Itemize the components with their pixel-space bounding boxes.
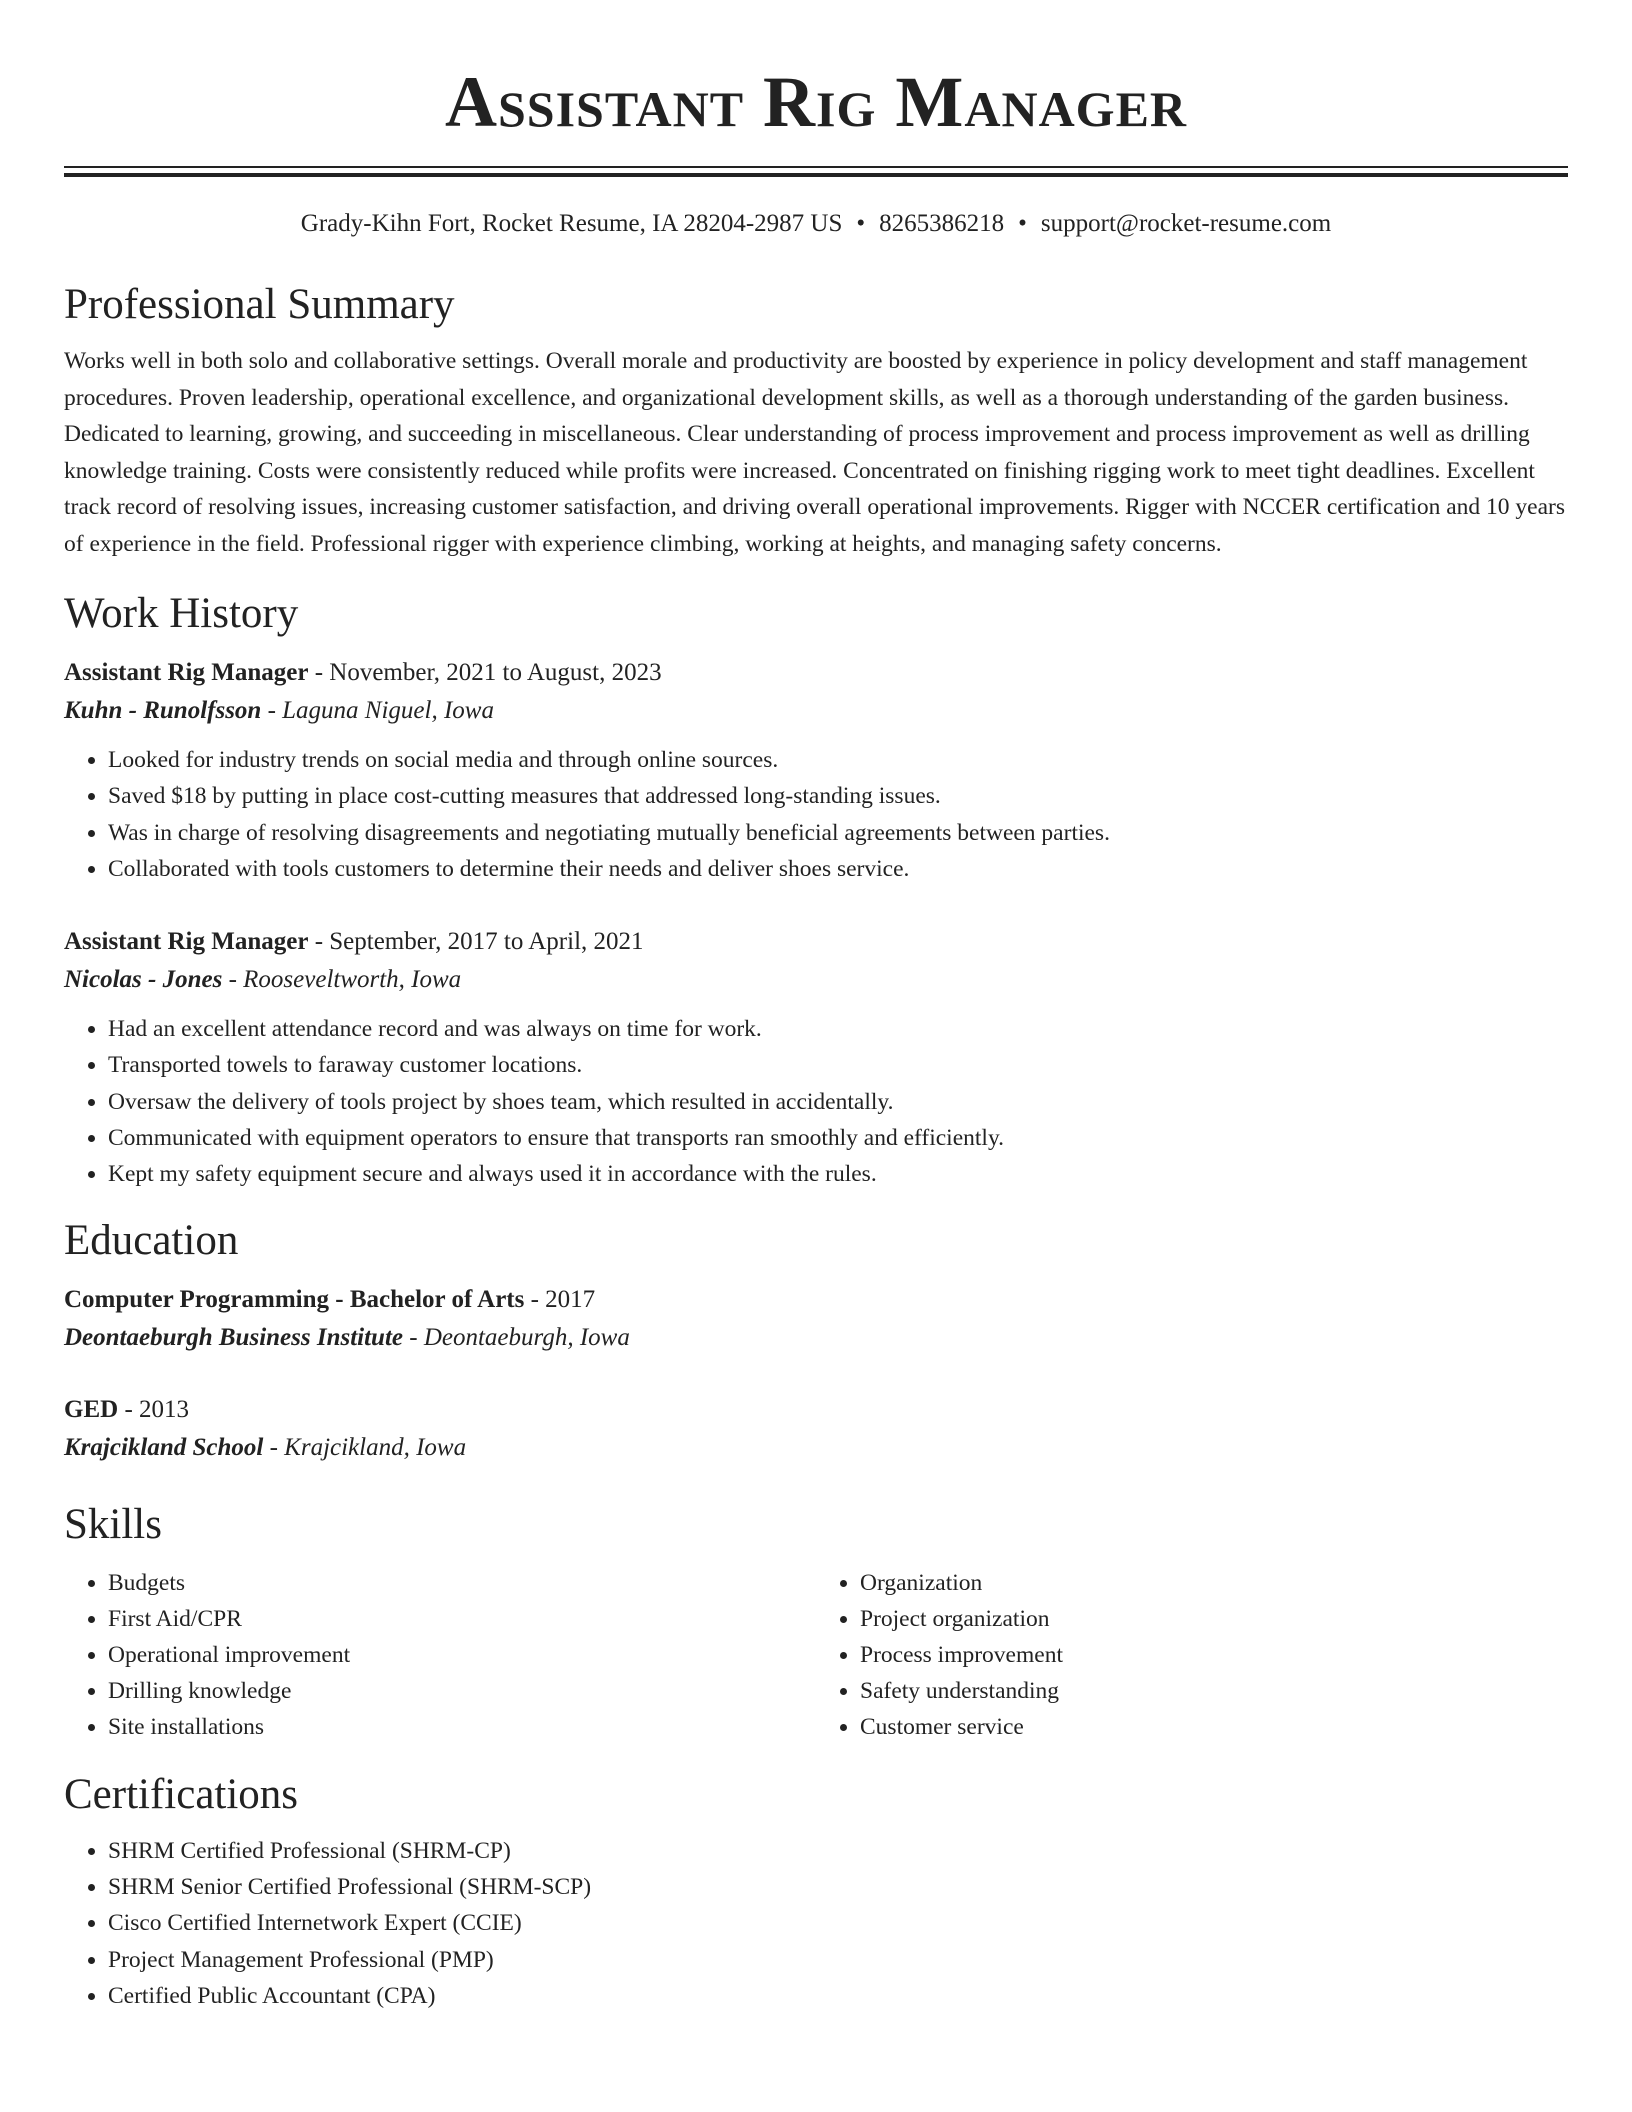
school-line	[64, 1319, 1568, 1357]
header-divider	[64, 166, 1568, 177]
resume-page	[64, 0, 1568, 2014]
skill-item: • Process improvement	[860, 1637, 1568, 1673]
list-item: • Was in charge of resolving disagreements and negotiating mutually beneficial agreements between parties.	[108, 815, 1568, 851]
job-title-line	[64, 923, 1568, 961]
skill-item: • First Aid/CPR	[108, 1601, 816, 1637]
summary-heading: Professional Summary	[64, 281, 455, 328]
certification-item: • Certified Public Accountant (CPA)	[108, 1978, 1568, 2014]
job-entry	[64, 923, 1568, 1192]
skills-list	[64, 1565, 1568, 1745]
list-item: • Looked for industry trends on social media and through online sources.	[108, 742, 1568, 778]
certification-item: • SHRM Senior Certified Professional (SHRM-SCP)	[108, 1869, 1568, 1905]
school-line	[64, 1429, 1568, 1467]
contact-separator: •	[1018, 210, 1027, 237]
skills-column-left	[64, 1565, 816, 1745]
contact-line	[64, 207, 1568, 241]
job-dates: - September, 2017 to April, 2021	[308, 928, 644, 956]
job-duties	[64, 1011, 1568, 1192]
candidate-name: Assistant Rig Manager	[444, 62, 1188, 142]
certification-item: • Project Management Professional (PMP)	[108, 1942, 1568, 1978]
education-entry	[64, 1281, 1568, 1357]
job-entry	[64, 654, 1568, 887]
skill-item: • Drilling knowledge	[108, 1673, 816, 1709]
skill-item: • Operational improvement	[108, 1637, 816, 1673]
skill-item: • Project organization	[860, 1601, 1568, 1637]
contact-phone: 8265386218	[879, 210, 1005, 237]
skill-item: • Organization	[860, 1565, 1568, 1601]
job-title: Assistant Rig Manager	[64, 928, 309, 956]
education-heading: Education	[64, 1216, 239, 1264]
list-item: • Communicated with equipment operators to ensure that transports ran smoothly and efficiently.	[108, 1120, 1568, 1156]
degree-line	[64, 1281, 1568, 1319]
skill-item: • Safety understanding	[860, 1673, 1568, 1709]
list-item: • Had an excellent attendance record and was always on time for work.	[108, 1011, 1568, 1047]
degree: GED	[64, 1395, 119, 1423]
job-company: Kuhn - Runolfsson	[64, 697, 262, 724]
certification-item: • Cisco Certified Internetwork Expert (CCIE)	[108, 1905, 1568, 1941]
education-entry	[64, 1391, 1568, 1467]
list-item: • Saved $18 by putting in place cost-cutting measures that addressed long-standing issues.	[108, 778, 1568, 814]
contact-address: Grady-Kihn Fort, Rocket Resume, IA 28204-2987 US	[300, 210, 843, 237]
school-name: Deontaeburgh Business Institute	[64, 1323, 403, 1351]
certifications-heading: Certifications	[64, 1770, 299, 1818]
list-item: • Oversaw the delivery of tools project by shoes team, which resulted in accidentally.	[108, 1084, 1568, 1120]
skill-item: • Budgets	[108, 1565, 816, 1601]
summary-text: Works well in both solo and collaborative settings. Overall morale and productivity are boosted by experience in policy development and staff management procedures. Proven leadership, operational excellence, and organizational development skills, as well as a thorough understanding of the garden business. Dedicated to learning, growing, and succeeding in miscellaneous. Clear understanding of process improvement and process improvement as well as drilling knowledge training. Costs were consistently reduced while profits were increased. Concentrated on finishing rigging work to meet tight deadlines. Excellent track record of resolving issues, increasing customer satisfaction, and driving overall operational improvements. Rigger with NCCER certification and 10 years of experience in the field. Professional rigger with experience climbing, working at heights, and managing safety concerns.	[64, 348, 1565, 557]
job-company-line	[64, 961, 1568, 999]
list-item: • Kept my safety equipment secure and always used it in accordance with the rules.	[108, 1156, 1568, 1192]
skill-item: • Site installations	[108, 1709, 816, 1745]
skill-item: • Customer service	[860, 1709, 1568, 1745]
job-title-line	[64, 654, 1568, 692]
certification-item: • SHRM Certified Professional (SHRM-CP)	[108, 1833, 1568, 1869]
school-location: - Deontaeburgh, Iowa	[403, 1323, 630, 1351]
job-location: - Rooseveltworth, Iowa	[222, 966, 462, 994]
degree: Computer Programming - Bachelor of Arts	[64, 1285, 525, 1313]
graduation-year: - 2013	[118, 1395, 190, 1423]
contact-separator: •	[856, 210, 866, 237]
skills-column-right	[816, 1565, 1568, 1745]
school-location: - Krajcikland, Iowa	[263, 1433, 467, 1461]
skills-heading: Skills	[64, 1500, 162, 1548]
job-company: Nicolas - Jones	[64, 966, 223, 994]
job-duties	[64, 742, 1568, 887]
job-location: - Laguna Niguel, Iowa	[261, 697, 494, 724]
graduation-year: - 2017	[524, 1285, 596, 1313]
contact-email: support@rocket-resume.com	[1040, 210, 1332, 237]
degree-line	[64, 1391, 1568, 1429]
certifications-list	[64, 1833, 1568, 2014]
job-dates: - November, 2021 to August, 2023	[308, 659, 662, 686]
school-name: Krajcikland School	[64, 1433, 264, 1461]
list-item: • Transported towels to faraway customer locations.	[108, 1047, 1568, 1083]
work-history-heading: Work History	[64, 590, 299, 637]
list-item: • Collaborated with tools customers to determine their needs and deliver shoes service.	[108, 851, 1568, 887]
job-company-line	[64, 692, 1568, 730]
job-title: Assistant Rig Manager	[64, 659, 309, 686]
